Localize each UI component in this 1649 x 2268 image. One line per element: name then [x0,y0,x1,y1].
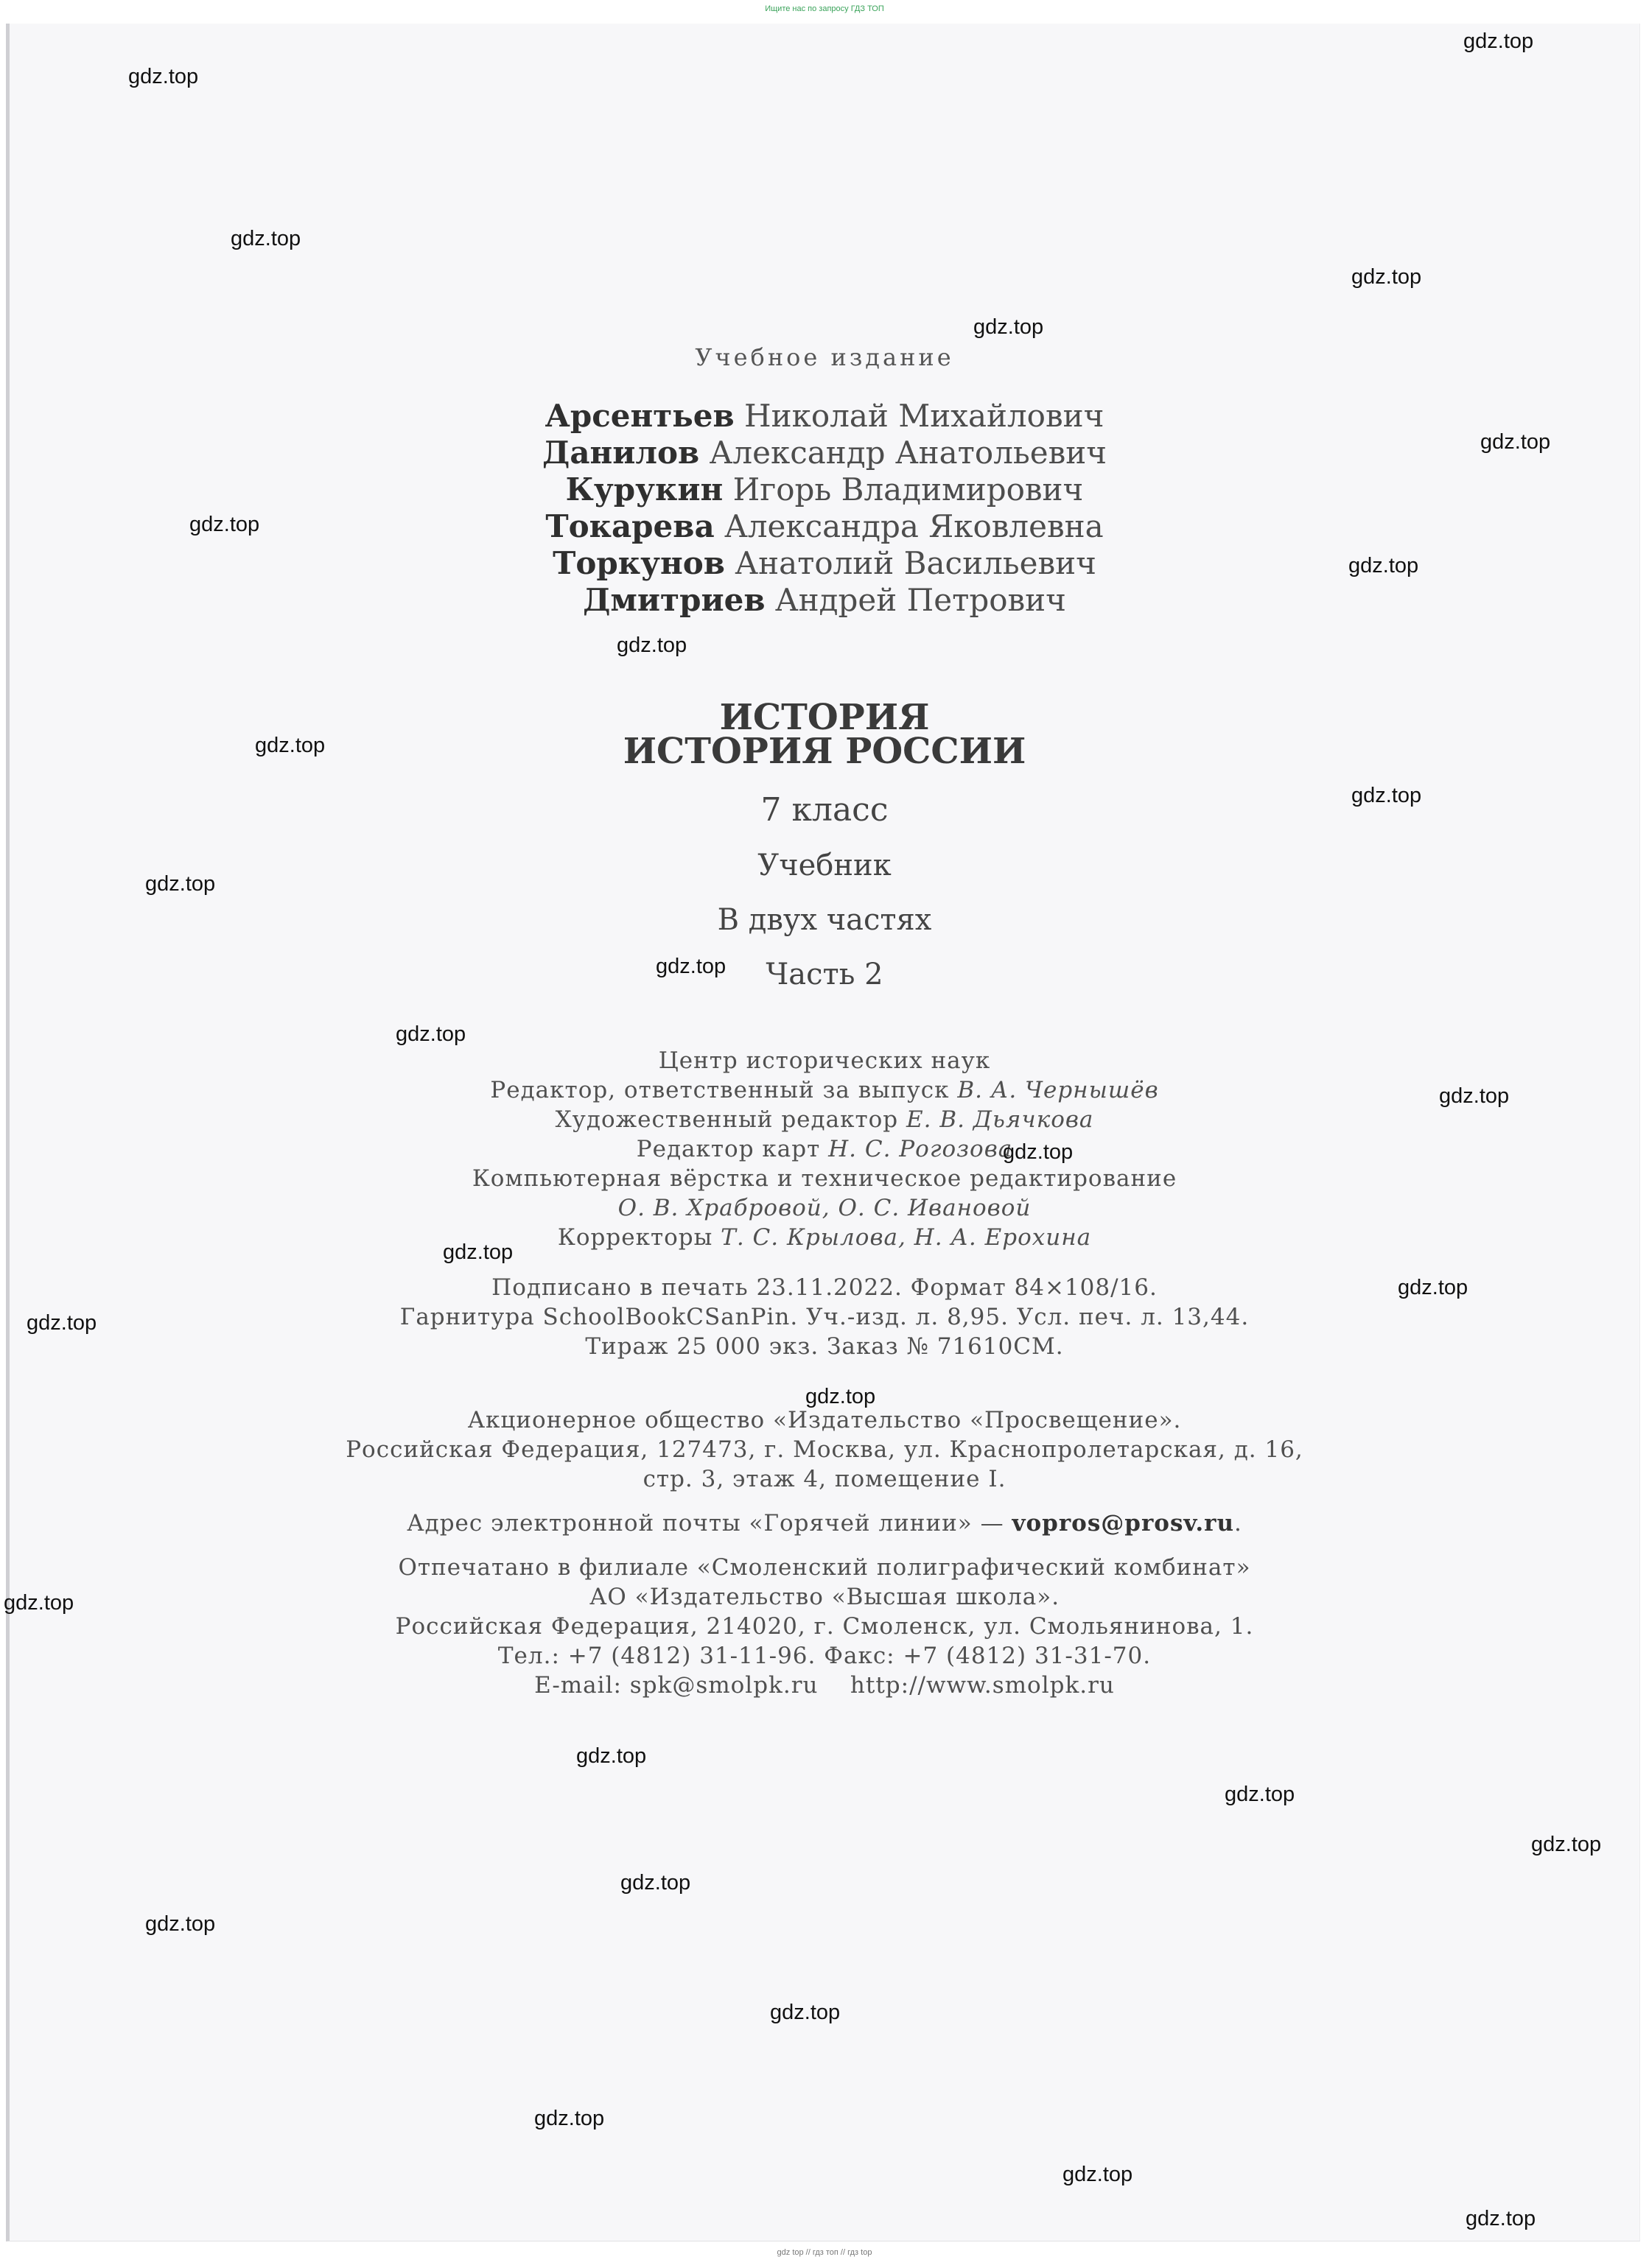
imprint-editor [0,1075,1649,1105]
publisher-hotline: Адрес электронной почты «Горячей линии» — vopros@prosv.ru. [407,1510,1242,1537]
watermark: gdz.top [1351,265,1422,289]
watermark: gdz.top [805,1385,876,1408]
watermark: gdz.top [4,1591,74,1615]
printer-line: Отпечатано в филиале «Смоленский полиграфический комбинат» [398,1554,1251,1581]
watermark: gdz.top [576,1744,647,1768]
publisher-address: Российская Федерация, 127473, г. Москва, ул. Краснопролетарская, д. 16, [346,1436,1303,1463]
art-editor-label: Художественный редактор [555,1106,899,1133]
watermark: gdz.top [620,1871,691,1895]
imprint-layout-label: Компьютерная вёрстка и техническое редактирование [472,1165,1177,1192]
publisher-address-2: стр. 3, этаж 4, помещение I. [643,1466,1006,1492]
author-name: Николай Михайлович [744,398,1104,434]
top-search-note: Ищите нас по запросу ГДЗ ТОП [765,4,884,13]
watermark: gdz.top [27,1311,97,1335]
author-name: Анатолий Васильевич [735,545,1096,581]
imprint-center: Центр исторических наук [658,1047,991,1074]
author-surname: Торкунов [553,545,725,581]
watermark: gdz.top [1348,554,1419,577]
part-number: Часть 2 [766,958,883,991]
proofreaders-names: Т. С. Крылова, Н. А. Ерохина [721,1224,1092,1251]
author-line [0,435,1649,471]
maps-editor-label: Редактор карт [636,1136,821,1162]
hotline-email: vopros@prosv.ru [1012,1510,1234,1537]
watermark: gdz.top [1480,430,1551,454]
imprint-art-editor [0,1105,1649,1134]
watermark: gdz.top [145,872,216,896]
watermark: gdz.top [973,315,1044,339]
layout-names: О. В. Храбровой, О. С. Ивановой [617,1195,1032,1221]
imprint-font-info: Гарнитура SchoolBookCSanPin. Уч.-изд. л. 8,95. Усл. печ. л. 13,44. [399,1304,1250,1330]
watermark: gdz.top [1439,1084,1510,1108]
watermark: gdz.top [1398,1276,1468,1299]
author-line [0,398,1649,434]
watermark: gdz.top [396,1022,466,1046]
watermark: gdz.top [617,633,687,657]
watermark: gdz.top [770,2001,841,2024]
watermark: gdz.top [189,513,260,536]
imprint-maps-editor [0,1134,1649,1164]
book-type: Учебник [757,849,892,882]
grade: 7 класс [760,791,889,829]
watermark: gdz.top [1463,29,1534,53]
imprint-run: Тираж 25 000 экз. Заказ № 71610СМ. [585,1333,1064,1360]
printer-contacts: E-mail: spk@smolpk.ru http://www.smolpk.ru [534,1672,1115,1699]
editor-label: Редактор, ответственный за выпуск [490,1077,950,1103]
author-surname: Данилов [542,435,700,471]
author-line [0,582,1649,618]
author-surname: Дмитриев [583,582,766,618]
author-surname: Арсентьев [545,398,735,434]
author-name: Игорь Владимирович [732,471,1084,508]
printer-phone: Тел.: +7 (4812) 31-11-96. Факс: +7 (4812) 31-31-70. [497,1643,1152,1669]
watermark: gdz.top [1003,1140,1074,1164]
proofreaders-label: Корректоры [557,1224,713,1251]
author-surname: Курукин [565,471,724,508]
art-editor-name: Е. В. Дьячкова [906,1106,1094,1133]
book-subtitle: ИСТОРИЯ РОССИИ [623,731,1026,772]
watermark: gdz.top [1531,1833,1602,1856]
editor-name: В. А. Чернышёв [957,1077,1159,1103]
watermark: gdz.top [145,1912,216,1936]
edition-type: Учебное издание [695,343,954,371]
watermark: gdz.top [128,65,199,88]
author-name: Александр Анатольевич [709,435,1107,471]
imprint-layout-names [0,1193,1649,1223]
hotline-label: Адрес электронной почты «Горячей линии» — [407,1510,1004,1537]
imprint-proofreaders [0,1223,1649,1252]
watermark: gdz.top [255,734,326,757]
watermark: gdz.top [1466,2207,1536,2230]
parts-info: В двух частях [717,903,932,937]
watermark: gdz.top [1351,784,1422,807]
printer-line: АО «Издательство «Высшая школа». [589,1584,1060,1610]
author-name: Андрей Петрович [774,582,1066,618]
watermark: gdz.top [1062,2163,1133,2186]
maps-editor-name: Н. С. Рогозова [828,1136,1013,1162]
watermark: gdz.top [534,2107,605,2130]
publisher-name: Акционерное общество «Издательство «Просвещение». [467,1407,1182,1433]
printer-address: Российская Федерация, 214020, г. Смоленск, ул. Смольянинова, 1. [395,1613,1254,1640]
watermark: gdz.top [443,1240,514,1264]
book-title: ИСТОРИЯ [719,697,930,738]
author-line [0,471,1649,508]
imprint-signed: Подписано в печать 23.11.2022. Формат 84×108/16. [491,1274,1158,1301]
author-name: Александра Яковлевна [724,508,1104,544]
watermark: gdz.top [656,955,727,978]
watermark: gdz.top [1225,1783,1295,1806]
watermark: gdz.top [231,227,301,250]
bottom-note: gdz top // гдз топ // гдз top [777,2248,872,2257]
author-surname: Токарева [545,508,715,544]
